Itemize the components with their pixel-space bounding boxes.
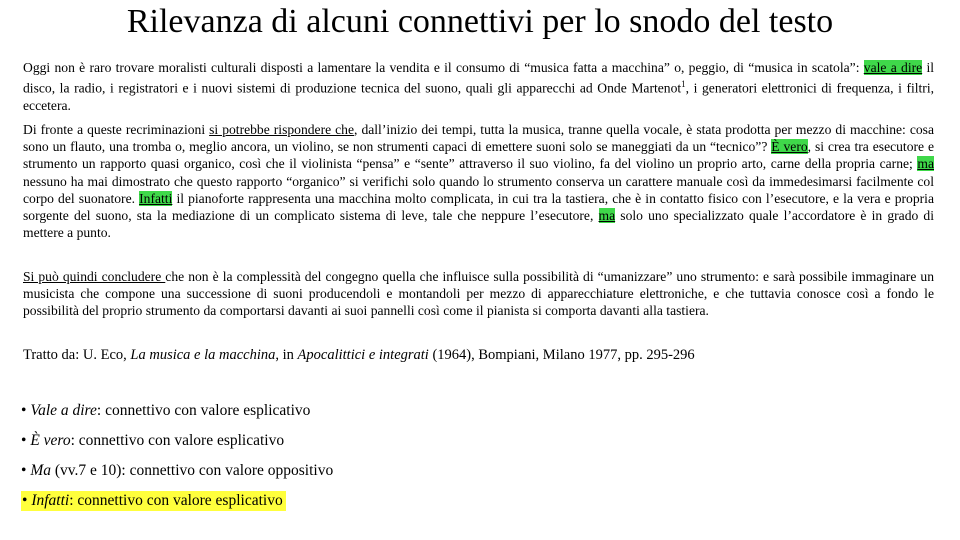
p1-text-b: il disco, la radio, i registratori e i nuovi sistemi di produzione tecnica del suono, quali gli apparecchi ad Onde Martenot [23, 60, 934, 96]
bullet-dot: • [21, 462, 31, 479]
underline-si-potrebbe: si potrebbe rispondere che [209, 122, 355, 137]
p2-text-d: nessuno ha mai dimostrato che questo rapporto “organico” si verifichi solo quando lo strumento conserva un carattere manuale così da immedesimarsi facilmente col corpo del suonatore. [23, 173, 934, 206]
source-citation [23, 346, 695, 364]
source-a: Tratto da: U. Eco, [23, 347, 131, 363]
bullet-dot: • [22, 492, 32, 509]
bullet-term: Infatti [31, 492, 70, 509]
paragraph-2 [23, 121, 934, 241]
highlight-ma-1: ma [917, 156, 934, 172]
highlight-infatti: Infatti [139, 190, 173, 206]
p2-text-e: il pianoforte rappresenta una macchina molto complicata, in cui tra la tastiera, che è in contatto fisico con l’esecutore, e la vera e propria sorgente del suono, sta la mediazione di un complicato sistema di leve, tale che neppure l’esecutore, [23, 190, 934, 224]
p2-text-a: Di fronte a queste recriminazioni [23, 122, 210, 137]
p2-text-c: , si crea tra esecutore e strumento un rapporto quasi organico, così che il violinista “pensa” e “sente” attraverso il suo violino, fa del violino un proprio arto, carne della propria carne; [23, 139, 935, 172]
bullet-desc: : connettivo con valore esplicativo [70, 432, 285, 449]
source-work-1: La musica e la macchina [130, 347, 276, 363]
highlight-vale-a-dire: vale a dire [863, 60, 923, 75]
yellow-highlight-box [21, 491, 286, 511]
p3-text-a: che non è la complessità del congegno quella che influisce sulla possibilità di “umanizzare” uno strumento: e sarà possibile immaginare un musicista che compone una successione di suoni producendoli e montandoli per mezzo di apparecchiature elettroniche, e che tuttavia conosce così a fondo le possibilità del proprio strumento da comportarsi davanti ai suoi pannelli così come il pianista si comporta davanti alla tastiera. [23, 269, 934, 319]
source-c: (1964), Bompiani, Milano 1977, pp. 295-296 [428, 347, 695, 363]
bullet-term: Vale a dire [30, 402, 97, 419]
bullet-term: È vero [30, 432, 71, 449]
list-item [21, 431, 333, 461]
bullet-desc: (vv.7 e 10): connettivo con valore oppositivo [50, 462, 334, 479]
bullet-dot: • [21, 402, 31, 419]
underline-si-puo-concludere: Si può quindi concludere [23, 269, 166, 284]
source-work-2: Apocalittici e integrati [297, 347, 429, 363]
bullet-term: Ma [30, 462, 51, 479]
list-item-highlighted [21, 491, 333, 521]
paragraph-1 [23, 59, 934, 114]
footnote-marker: 1 [681, 79, 686, 90]
bullet-desc: : connettivo con valore esplicativo [69, 492, 283, 509]
slide-title: Rilevanza di alcuni connettivi per lo snodo del testo [126, 3, 834, 40]
connectives-list [21, 401, 333, 521]
paragraph-3 [23, 268, 934, 320]
p2-text-f: solo uno specializzato quale l’accordatore è in grado di mettere a punto. [23, 208, 935, 241]
bullet-dot: • [21, 432, 31, 449]
source-b: , in [275, 347, 298, 363]
p1-text-a: Oggi non è raro trovare moralisti culturali disposti a lamentare la vendita e il consumo di “musica fatta a macchina” o, peggio, di “musica in scatola”: [23, 60, 864, 75]
list-item [21, 461, 333, 491]
bullet-desc: : connettivo con valore esplicativo [96, 402, 311, 419]
p1-text-c: , i generatori elettronici di frequenza, i filtri, eccetera. [23, 80, 935, 113]
p2-text-b: , dall’inizio dei tempi, tutta la musica, tranne quella vocale, è stata prodotta per mezzo di macchine: cosa sono un flauto, una tromba o, meglio ancora, un violino, se non strumenti capaci di emettere suoni solo se maneggiati da un “tecnico”? [23, 122, 934, 155]
list-item [21, 401, 333, 431]
highlight-ma-2: ma [598, 208, 616, 224]
highlight-e-vero: È vero [771, 139, 808, 155]
